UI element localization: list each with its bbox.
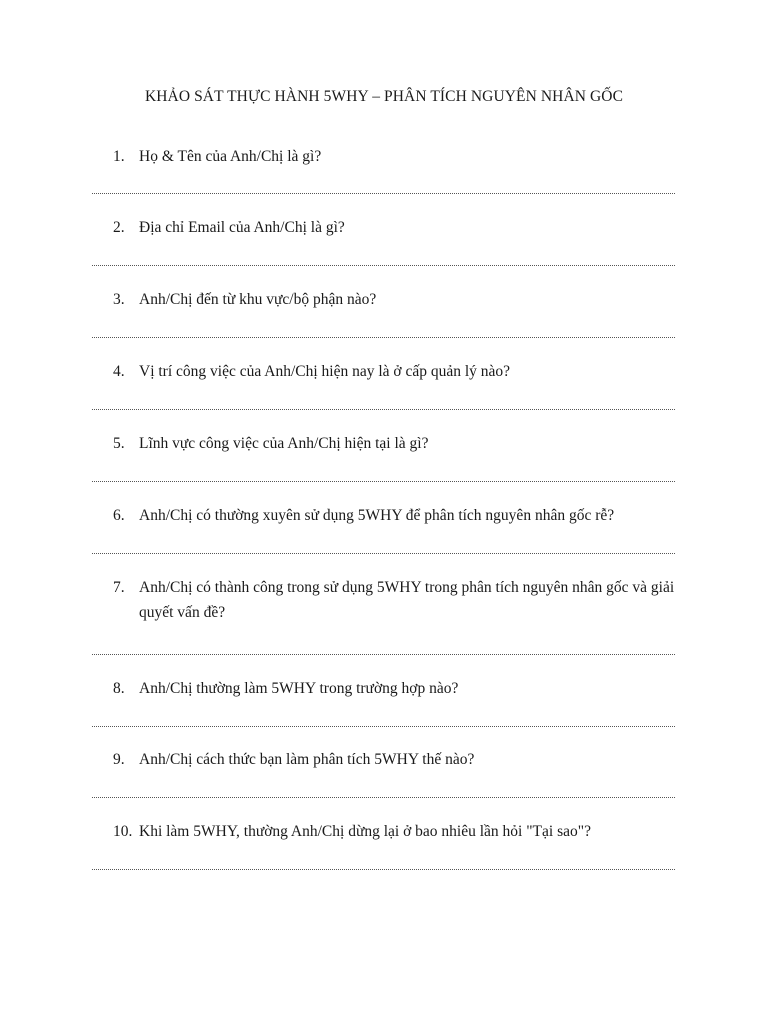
answer-line[interactable] xyxy=(92,726,675,727)
question-item xyxy=(113,431,683,456)
question-item xyxy=(113,575,683,625)
question-text: Anh/Chị cách thức bạn làm phân tích 5WHY thế nào? xyxy=(139,751,475,768)
question-number: 6. xyxy=(113,507,125,524)
question-number: 3. xyxy=(113,291,125,308)
question-text: Anh/Chị đến từ khu vực/bộ phận nào? xyxy=(139,291,377,308)
question-item xyxy=(113,287,683,312)
question-number: 10. xyxy=(113,823,133,840)
answer-line[interactable] xyxy=(92,654,675,655)
question-item xyxy=(113,215,683,240)
answer-line[interactable] xyxy=(92,869,675,870)
question-number: 5. xyxy=(113,435,125,452)
question-item xyxy=(113,819,683,844)
question-text: Lĩnh vực công việc của Anh/Chị hiện tại là gì? xyxy=(139,435,429,452)
question-text: Anh/Chị có thành công trong sử dụng 5WHY trong phân tích nguyên nhân gốc và giải quyết vấn đề? xyxy=(139,579,675,621)
question-number: 7. xyxy=(113,579,125,596)
answer-line[interactable] xyxy=(92,797,675,798)
question-number: 8. xyxy=(113,680,125,697)
answer-line[interactable] xyxy=(92,481,675,482)
page-title: KHẢO SÁT THỰC HÀNH 5WHY – PHÂN TÍCH NGUYÊN NHÂN GỐC xyxy=(144,88,624,105)
question-number: 4. xyxy=(113,363,125,380)
question-item xyxy=(113,359,683,384)
answer-line[interactable] xyxy=(92,265,675,266)
question-item xyxy=(113,747,683,772)
answer-line[interactable] xyxy=(92,193,675,194)
question-item xyxy=(113,503,683,528)
question-number: 1. xyxy=(113,148,125,165)
question-text: Khi làm 5WHY, thường Anh/Chị dừng lại ở bao nhiêu lần hỏi "Tại sao"? xyxy=(139,823,591,840)
question-text: Họ & Tên của Anh/Chị là gì? xyxy=(139,148,322,165)
question-text: Vị trí công việc của Anh/Chị hiện nay là ở cấp quản lý nào? xyxy=(139,363,511,380)
question-number: 9. xyxy=(113,751,125,768)
question-number: 2. xyxy=(113,219,125,236)
question-item xyxy=(113,144,683,169)
question-text: Anh/Chị thường làm 5WHY trong trường hợp nào? xyxy=(139,680,459,697)
answer-line[interactable] xyxy=(92,337,675,338)
answer-line[interactable] xyxy=(92,409,675,410)
question-text: Anh/Chị có thường xuyên sử dụng 5WHY để phân tích nguyên nhân gốc rễ? xyxy=(139,507,615,524)
question-text: Địa chỉ Email của Anh/Chị là gì? xyxy=(139,219,345,236)
question-item xyxy=(113,676,683,701)
answer-line[interactable] xyxy=(92,553,675,554)
